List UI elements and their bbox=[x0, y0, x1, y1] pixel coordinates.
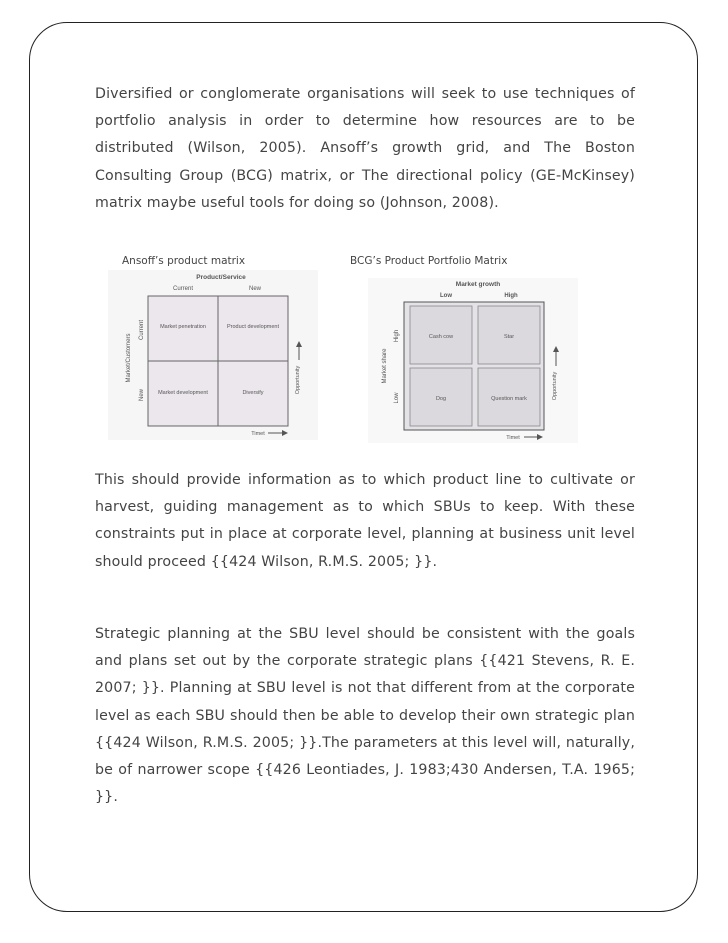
ansoff-opportunity-label: Opportunity bbox=[295, 365, 301, 395]
ansoff-side-label: Market/Customers bbox=[126, 333, 132, 383]
bcg-row-low: Low bbox=[394, 392, 400, 404]
paragraph-portfolio-information: This should provide information as to which product line to cultivate or harvest, guiding management as to which SBUs to keep. With these constraints put in place at corporate level, planning at business unit level should proceed {{424 Wilson, R.M.S. 2005; }}. bbox=[95, 472, 635, 570]
ansoff-cell-market-development: Market development bbox=[158, 390, 208, 396]
bcg-cell-question-mark: Question mark bbox=[491, 396, 527, 402]
bcg-side-label: Market share bbox=[382, 348, 388, 384]
ansoff-caption: Ansoff’s product matrix bbox=[122, 255, 246, 267]
ansoff-cell-product-development: Product development bbox=[227, 324, 279, 330]
ansoff-row-new: New bbox=[139, 388, 145, 402]
bcg-cell-cash-cow: Cash cow bbox=[428, 334, 454, 340]
paragraph-sbu-planning: Strategic planning at the SBU level should be consistent with the goals and plans set out by the corporate strategic plans {{421 Stevens, R. E. 2007; }}. Planning at SBU level is not that different from at the corporate level as each SBU should then be able to develop their own strategic plan {{424 Wilson, R.M.S. 2005; }}.The parameters at this level will, naturally, be of narrower scope {{426 Leontiades, J. 1983;430 Andersen, T.A. 1965; }}. bbox=[95, 626, 635, 806]
bcg-matrix-figure bbox=[368, 278, 578, 443]
bcg-caption: BCG’s Product Portfolio Matrix bbox=[350, 255, 508, 267]
paragraph-intro: Diversified or conglomerate organisations will seek to use techniques of portfolio analysis in order to determine how resources are to be distributed (Wilson, 2005). Ansoff’s growth grid, and The Boston Consulting Group (BCG) matrix, or The directional policy (GE-McKinsey) matrix maybe useful tools for doing so (Johnson, 2008). bbox=[95, 86, 635, 211]
bcg-col-low: Low bbox=[440, 293, 452, 299]
ansoff-top-label: Product/Service bbox=[196, 274, 246, 281]
ansoff-col-current: Current bbox=[172, 286, 194, 292]
bcg-opportunity-label: Opportunity bbox=[552, 371, 558, 401]
bcg-cell-dog: Dog bbox=[435, 396, 447, 402]
bcg-top-label: Market growth bbox=[455, 281, 501, 288]
bcg-risk-label: Timet bbox=[506, 435, 520, 441]
bcg-row-high: High bbox=[394, 329, 400, 343]
bcg-cell-star: Star bbox=[503, 334, 515, 340]
bcg-col-high: High bbox=[504, 293, 518, 299]
ansoff-cell-market-penetration: Market penetration bbox=[160, 324, 206, 330]
ansoff-risk-label: Timet bbox=[251, 431, 265, 437]
ansoff-cell-diversify: Diversify bbox=[242, 390, 264, 396]
ansoff-matrix-figure bbox=[108, 270, 318, 440]
ansoff-col-new: New bbox=[248, 286, 262, 292]
ansoff-row-current: Current bbox=[139, 319, 145, 341]
